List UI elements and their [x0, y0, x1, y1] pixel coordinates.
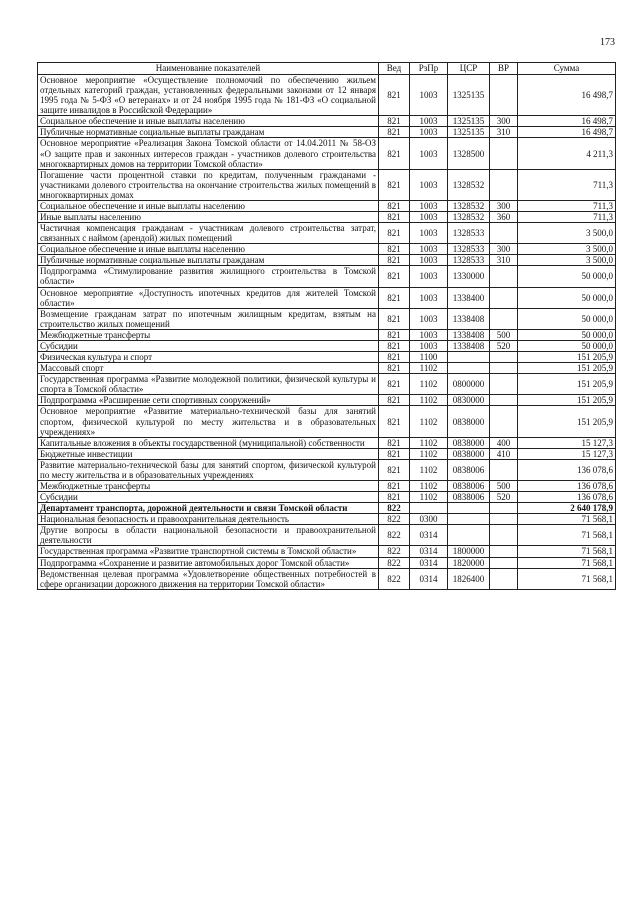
row-csr: 0838006: [448, 492, 490, 503]
row-csr: 1330000: [448, 266, 490, 287]
row-csr: 1328533: [448, 244, 490, 255]
row-rzpr: 1102: [410, 437, 448, 448]
row-ved: 821: [379, 329, 410, 340]
row-csr: 1328533: [448, 255, 490, 266]
table-row: [38, 492, 616, 503]
row-sum: 711,3: [518, 169, 616, 200]
row-csr: 1338400: [448, 287, 490, 308]
row-name: Субсидии: [38, 492, 379, 503]
row-ved: 821: [379, 169, 410, 200]
table-row: [38, 223, 616, 244]
row-name: Физическая культура и спорт: [38, 352, 379, 363]
row-rzpr: 1003: [410, 266, 448, 287]
table-row: [38, 329, 616, 340]
row-ved: 821: [379, 406, 410, 437]
table-row: [38, 406, 616, 437]
row-sum: 71 568,1: [518, 568, 616, 589]
row-csr: 0800000: [448, 374, 490, 395]
row-ved: 821: [379, 308, 410, 329]
header-csr: ЦСР: [448, 63, 490, 75]
row-name: Национальная безопасность и правоохранительная деятельность: [38, 514, 379, 525]
row-csr: 1328500: [448, 138, 490, 169]
row-rzpr: 1003: [410, 75, 448, 116]
row-sum: 71 568,1: [518, 525, 616, 546]
table-row: [38, 514, 616, 525]
table-row: [38, 244, 616, 255]
header-rzpr: РзПр: [410, 63, 448, 75]
row-ved: 821: [379, 287, 410, 308]
row-rzpr: 0300: [410, 514, 448, 525]
row-csr: 0838006: [448, 480, 490, 491]
row-rzpr: 1102: [410, 480, 448, 491]
table-row: [38, 437, 616, 448]
row-vr: [490, 568, 518, 589]
row-name: Публичные нормативные социальные выплаты гражданам: [38, 127, 379, 138]
row-name: Иные выплаты населению: [38, 212, 379, 223]
row-rzpr: 1003: [410, 287, 448, 308]
table-row: [38, 448, 616, 459]
row-sum: 711,3: [518, 212, 616, 223]
row-ved: 821: [379, 138, 410, 169]
row-ved: 821: [379, 374, 410, 395]
row-ved: 821: [379, 255, 410, 266]
row-rzpr: 1102: [410, 459, 448, 480]
row-csr: [448, 352, 490, 363]
row-vr: 300: [490, 244, 518, 255]
row-rzpr: 1003: [410, 255, 448, 266]
table-row: [38, 169, 616, 200]
row-vr: [490, 525, 518, 546]
row-name: Возмещение гражданам затрат по ипотечным жилищным кредитам, взятым на строительство жилых помещений: [38, 308, 379, 329]
row-rzpr: 1003: [410, 308, 448, 329]
row-name: Основное мероприятие «Осуществление полномочий по обеспечению жильем отдельных категорий граждан, установленных федеральными законами от 12 января 1995 года № 5-ФЗ «О ветеранах» и от 24 ноября 1995 года № 181-ФЗ «О социальной защите инвалидов в Российской Федерации»: [38, 75, 379, 116]
header-ved: Вед: [379, 63, 410, 75]
table-row: [38, 546, 616, 557]
row-name: Бюджетные инвестиции: [38, 448, 379, 459]
row-rzpr: 1102: [410, 492, 448, 503]
row-vr: [490, 395, 518, 406]
row-sum: 136 078,6: [518, 480, 616, 491]
row-csr: 1800000: [448, 546, 490, 557]
table-row: [38, 116, 616, 127]
table-row: [38, 525, 616, 546]
row-name: Межбюджетные трансферты: [38, 329, 379, 340]
row-name: Погашение части процентной ставки по кредитам, полученным гражданами - участниками долевого строительства на окончание строительства жилых помещений в многоквартирных домах: [38, 169, 379, 200]
row-ved: 821: [379, 395, 410, 406]
table-row: [38, 374, 616, 395]
row-sum: 151 205,9: [518, 406, 616, 437]
row-csr: 1328532: [448, 169, 490, 200]
row-vr: [490, 514, 518, 525]
table-header-row: [38, 63, 616, 75]
table-row: [38, 395, 616, 406]
row-ved: 821: [379, 75, 410, 116]
row-name: Социальное обеспечение и иные выплаты населению: [38, 244, 379, 255]
row-name: Основное мероприятие «Развитие материально-технической базы для занятий спортом, физической культурой по месту жительства и в образовательных учреждениях»: [38, 406, 379, 437]
row-csr: 1325135: [448, 127, 490, 138]
row-csr: [448, 363, 490, 374]
row-sum: 151 205,9: [518, 352, 616, 363]
row-rzpr: 1003: [410, 200, 448, 211]
row-vr: 360: [490, 212, 518, 223]
row-name: Подпрограмма «Стимулирование развития жилищного строительства в Томской области»: [38, 266, 379, 287]
row-vr: [490, 75, 518, 116]
row-sum: 16 498,7: [518, 75, 616, 116]
row-sum: 711,3: [518, 200, 616, 211]
row-vr: 300: [490, 200, 518, 211]
row-sum: 136 078,6: [518, 492, 616, 503]
row-vr: [490, 406, 518, 437]
row-rzpr: 1003: [410, 127, 448, 138]
table-row: [38, 557, 616, 568]
row-ved: 821: [379, 116, 410, 127]
table-row: [38, 340, 616, 351]
row-csr: [448, 503, 490, 514]
table-row: [38, 287, 616, 308]
row-name: Департамент транспорта, дорожной деятельности и связи Томской области: [38, 503, 379, 514]
row-sum: 50 000,0: [518, 266, 616, 287]
row-vr: 500: [490, 329, 518, 340]
row-ved: 821: [379, 352, 410, 363]
row-vr: [490, 546, 518, 557]
header-name: Наименование показателей: [38, 63, 379, 75]
row-sum: 71 568,1: [518, 557, 616, 568]
table-row: [38, 352, 616, 363]
row-ved: 821: [379, 437, 410, 448]
row-ved: 821: [379, 492, 410, 503]
row-ved: 822: [379, 514, 410, 525]
row-csr: 1328532: [448, 212, 490, 223]
row-sum: 50 000,0: [518, 329, 616, 340]
row-rzpr: 1003: [410, 138, 448, 169]
row-ved: 822: [379, 546, 410, 557]
row-vr: 500: [490, 480, 518, 491]
row-csr: 1826400: [448, 568, 490, 589]
row-ved: 821: [379, 212, 410, 223]
row-csr: [448, 514, 490, 525]
row-name: Развитие материально-технической базы для занятий спортом, физической культурой по месту жительства и в образовательных учреждениях: [38, 459, 379, 480]
row-csr: 1338408: [448, 308, 490, 329]
row-name: Публичные нормативные социальные выплаты гражданам: [38, 255, 379, 266]
row-ved: 821: [379, 448, 410, 459]
row-ved: 821: [379, 127, 410, 138]
row-sum: 71 568,1: [518, 546, 616, 557]
row-csr: 1325135: [448, 116, 490, 127]
row-sum: 3 500,0: [518, 255, 616, 266]
row-rzpr: 0314: [410, 525, 448, 546]
row-name: Социальное обеспечение и иные выплаты населению: [38, 200, 379, 211]
budget-table: [37, 62, 616, 590]
row-vr: 520: [490, 340, 518, 351]
row-csr: 1325135: [448, 75, 490, 116]
row-rzpr: 1003: [410, 169, 448, 200]
row-name: Межбюджетные трансферты: [38, 480, 379, 491]
table-row: [38, 255, 616, 266]
row-ved: 822: [379, 503, 410, 514]
row-csr: 0838000: [448, 406, 490, 437]
table-row: [38, 266, 616, 287]
row-sum: 151 205,9: [518, 363, 616, 374]
header-sum: Сумма: [518, 63, 616, 75]
row-rzpr: 1003: [410, 223, 448, 244]
row-vr: [490, 308, 518, 329]
table-row: [38, 127, 616, 138]
row-name: Основное мероприятие «Реализация Закона Томской области от 14.04.2011 № 58-ОЗ «О защите прав и законных интересов граждан - участников долевого строительства многоквартирных домов на территории Томской области»: [38, 138, 379, 169]
row-rzpr: 1003: [410, 212, 448, 223]
table-row: [38, 568, 616, 589]
row-rzpr: 1102: [410, 406, 448, 437]
row-sum: 50 000,0: [518, 308, 616, 329]
row-ved: 821: [379, 480, 410, 491]
row-vr: [490, 459, 518, 480]
table-row: [38, 459, 616, 480]
row-rzpr: 1003: [410, 244, 448, 255]
row-sum: 15 127,3: [518, 437, 616, 448]
row-vr: [490, 223, 518, 244]
row-sum: 136 078,6: [518, 459, 616, 480]
row-vr: 410: [490, 448, 518, 459]
row-ved: 821: [379, 223, 410, 244]
row-csr: 0830000: [448, 395, 490, 406]
row-csr: [448, 525, 490, 546]
row-csr: 0838000: [448, 448, 490, 459]
row-csr: 0838006: [448, 459, 490, 480]
row-ved: 821: [379, 340, 410, 351]
table-row: [38, 480, 616, 491]
row-name: Массовый спорт: [38, 363, 379, 374]
row-vr: [490, 352, 518, 363]
row-name: Государственная программа «Развитие молодежной политики, физической культуры и спорта в Томской области»: [38, 374, 379, 395]
row-csr: 1328532: [448, 200, 490, 211]
row-ved: 821: [379, 244, 410, 255]
header-vr: ВР: [490, 63, 518, 75]
row-sum: 4 211,3: [518, 138, 616, 169]
row-csr: 0838000: [448, 437, 490, 448]
row-rzpr: 1100: [410, 352, 448, 363]
row-name: Подпрограмма «Расширение сети спортивных сооружений»: [38, 395, 379, 406]
row-vr: [490, 287, 518, 308]
row-sum: 3 500,0: [518, 223, 616, 244]
row-rzpr: 1003: [410, 116, 448, 127]
row-name: Ведомственная целевая программа «Удовлетворение общественных потребностей в сфере организации дорожного движения на территории Томской области»: [38, 568, 379, 589]
row-vr: 310: [490, 127, 518, 138]
row-rzpr: 1003: [410, 340, 448, 351]
table-row: [38, 308, 616, 329]
row-vr: [490, 169, 518, 200]
row-name: Частичная компенсация гражданам - участникам долевого строительства затрат, связанных с наймом (арендой) жилых помещений: [38, 223, 379, 244]
row-vr: [490, 503, 518, 514]
row-csr: 1338408: [448, 340, 490, 351]
row-csr: 1338408: [448, 329, 490, 340]
row-vr: [490, 138, 518, 169]
row-ved: 822: [379, 525, 410, 546]
row-rzpr: 1102: [410, 395, 448, 406]
row-rzpr: 0314: [410, 557, 448, 568]
table-row: [38, 503, 616, 514]
row-vr: [490, 266, 518, 287]
row-ved: 821: [379, 459, 410, 480]
row-vr: 300: [490, 116, 518, 127]
row-rzpr: 0314: [410, 568, 448, 589]
row-sum: 16 498,7: [518, 116, 616, 127]
row-rzpr: [410, 503, 448, 514]
row-name: Субсидии: [38, 340, 379, 351]
table-row: [38, 200, 616, 211]
row-ved: 822: [379, 568, 410, 589]
row-name: Подпрограмма «Сохранение и развитие автомобильных дорог Томской области»: [38, 557, 379, 568]
row-vr: 310: [490, 255, 518, 266]
row-csr: 1820000: [448, 557, 490, 568]
page-number: 173: [600, 37, 615, 48]
row-name: Социальное обеспечение и иные выплаты населению: [38, 116, 379, 127]
row-rzpr: 1102: [410, 363, 448, 374]
table-row: [38, 212, 616, 223]
row-vr: 400: [490, 437, 518, 448]
row-name: Основное мероприятие «Доступность ипотечных кредитов для жителей Томской области»: [38, 287, 379, 308]
row-sum: 151 205,9: [518, 395, 616, 406]
row-sum: 50 000,0: [518, 340, 616, 351]
row-sum: 15 127,3: [518, 448, 616, 459]
row-rzpr: 1102: [410, 448, 448, 459]
row-name: Другие вопросы в области национальной безопасности и правоохранительной деятельности: [38, 525, 379, 546]
row-ved: 822: [379, 557, 410, 568]
table-row: [38, 363, 616, 374]
row-ved: 821: [379, 363, 410, 374]
row-vr: [490, 363, 518, 374]
row-csr: 1328533: [448, 223, 490, 244]
row-rzpr: 0314: [410, 546, 448, 557]
row-vr: 520: [490, 492, 518, 503]
row-sum: 3 500,0: [518, 244, 616, 255]
row-ved: 821: [379, 266, 410, 287]
table-row: [38, 75, 616, 116]
row-sum: 71 568,1: [518, 514, 616, 525]
row-vr: [490, 557, 518, 568]
row-name: Государственная программа «Развитие транспортной системы в Томской области»: [38, 546, 379, 557]
row-ved: 821: [379, 200, 410, 211]
row-sum: 2 640 178,9: [518, 503, 616, 514]
row-sum: 16 498,7: [518, 127, 616, 138]
row-sum: 151 205,9: [518, 374, 616, 395]
row-name: Капитальные вложения в объекты государственной (муниципальной) собственности: [38, 437, 379, 448]
row-vr: [490, 374, 518, 395]
row-rzpr: 1102: [410, 374, 448, 395]
table-row: [38, 138, 616, 169]
row-rzpr: 1003: [410, 329, 448, 340]
row-sum: 50 000,0: [518, 287, 616, 308]
